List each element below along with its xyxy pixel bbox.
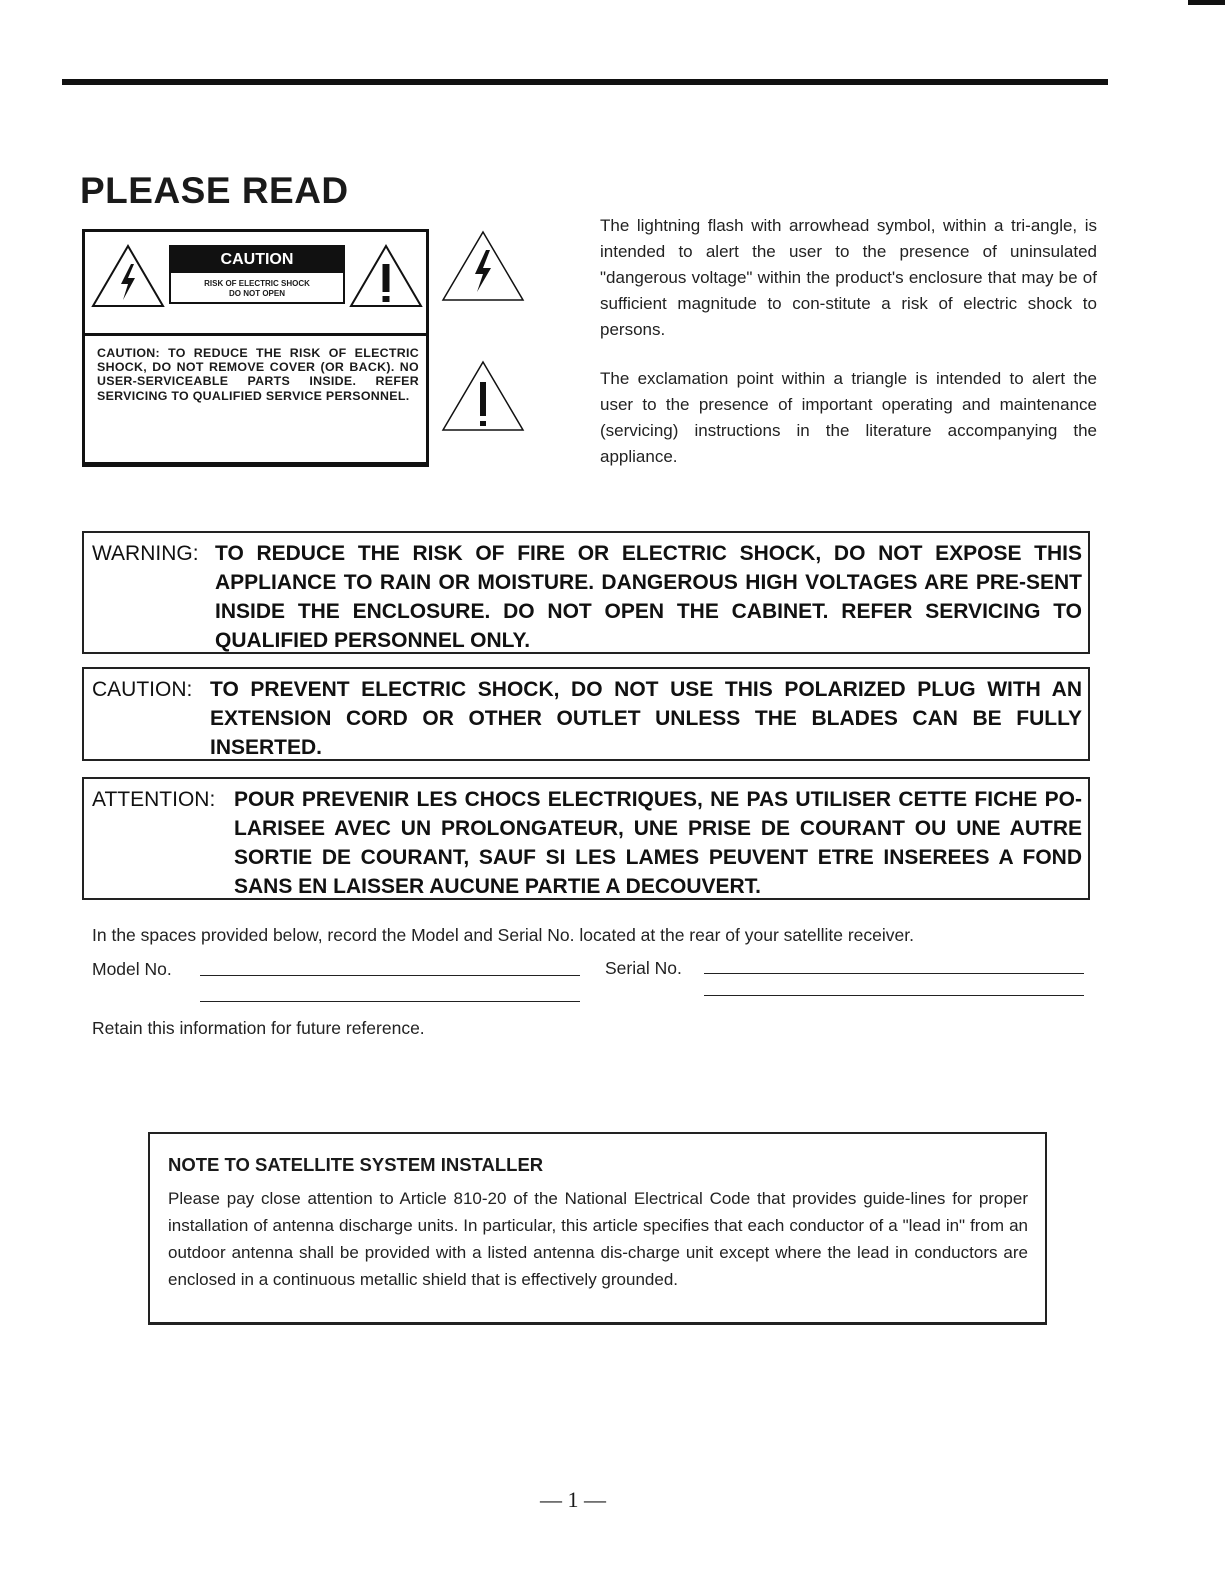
warning-notice [82, 531, 1090, 654]
page-title: PLEASE READ [80, 170, 349, 211]
serial-number-label: Serial No. [605, 958, 682, 978]
caution-label [82, 229, 429, 467]
caution-plate-line1: RISK OF ELECTRIC SHOCK [204, 279, 310, 288]
attention-text: POUR PREVENIR LES CHOCS ELECTRIQUES, NE PAS UTILISER CETTE FICHE PO-LARISEE AVEC UN PROLONGATEUR, UNE PRISE DE COURANT OU UNE AUTRE SORTIE DE COURANT, SAUF SI LES LAMES PEUVENT ETRE INSEREES A FOND SANS EN LAISSER AUCUNE PARTIE A DECOUVERT. [234, 788, 1082, 898]
corner-mark [1188, 0, 1225, 5]
lightning-symbol-icon [441, 230, 525, 302]
page-number: — 1 — [540, 1487, 606, 1512]
caution-notice [82, 667, 1090, 761]
warning-label: WARNING: [92, 542, 199, 565]
warning-text: TO REDUCE THE RISK OF FIRE OR ELECTRIC SHOCK, DO NOT EXPOSE THIS APPLIANCE TO RAIN OR MOISTURE. DANGEROUS HIGH VOLTAGES ARE PRE-SENT INSIDE THE ENCLOSURE. DO NOT OPEN THE CABINET. REFER SERVICING TO QUALIFIED PERSONNEL ONLY. [215, 542, 1082, 652]
caution-label-header [85, 232, 426, 336]
installer-note [148, 1132, 1047, 1325]
caution-plate [169, 245, 345, 304]
exclamation-triangle-icon [349, 244, 423, 308]
attention-notice [82, 777, 1090, 900]
model-number-blank-2 [200, 1001, 580, 1002]
serial-number-blank [704, 973, 1084, 974]
caution-label-text: CAUTION: TO REDUCE THE RISK OF ELECTRIC SHOCK, DO NOT REMOVE COVER (OR BACK). NO USER-SERVICEABLE PARTS INSIDE. REFER SERVICING TO QUALIFIED SERVICE PERSONNEL. [97, 346, 419, 403]
installer-note-title: NOTE TO SATELLITE SYSTEM INSTALLER [168, 1154, 544, 1175]
exclamation-symbol-icon [441, 360, 525, 432]
model-number-blank [200, 975, 580, 976]
lightning-triangle-icon [91, 244, 165, 308]
caution-notice-text: TO PREVENT ELECTRIC SHOCK, DO NOT USE THIS POLARIZED PLUG WITH AN EXTENSION CORD OR OTHER OUTLET UNLESS THE BLADES CAN BE FULLY INSERTED. [210, 678, 1082, 759]
serial-number-blank-2 [704, 995, 1084, 996]
caution-plate-line2: DO NOT OPEN [228, 289, 285, 298]
caution-plate-subtext [171, 273, 343, 299]
attention-label: ATTENTION: [92, 788, 216, 811]
record-intro: In the spaces provided below, record the Model and Serial No. located at the rear of your satellite receiver. [92, 925, 914, 945]
retain-note: Retain this information for future reference. [92, 1018, 425, 1038]
top-rule [62, 79, 1108, 85]
exclamation-symbol-description: The exclamation point within a triangle is intended to alert the user to the presence of important operating and maintenance (servicing) instructions in the literature accompanying the appliance. [600, 369, 1097, 466]
lightning-symbol-description: The lightning flash with arrowhead symbol, within a tri-angle, is intended to alert the user to the presence of uninsulated "dangerous voltage" within the product's enclosure that may be of sufficient magnitude to con-stitute a risk of electric shock to persons. [600, 216, 1097, 339]
caution-plate-heading: CAUTION [171, 247, 343, 273]
installer-note-body: Please pay close attention to Article 810-20 of the National Electrical Code that provides guide-lines for proper installation of antenna discharge units. In particular, this article specifies that each conductor of a "lead in" from an outdoor antenna shall be provided with a listed antenna dis-charge unit except where the lead in conductors are enclosed in a continuous metallic shield that is effectively grounded. [168, 1189, 1028, 1289]
caution-label-tag: CAUTION: [92, 678, 193, 701]
model-number-label: Model No. [92, 959, 172, 979]
